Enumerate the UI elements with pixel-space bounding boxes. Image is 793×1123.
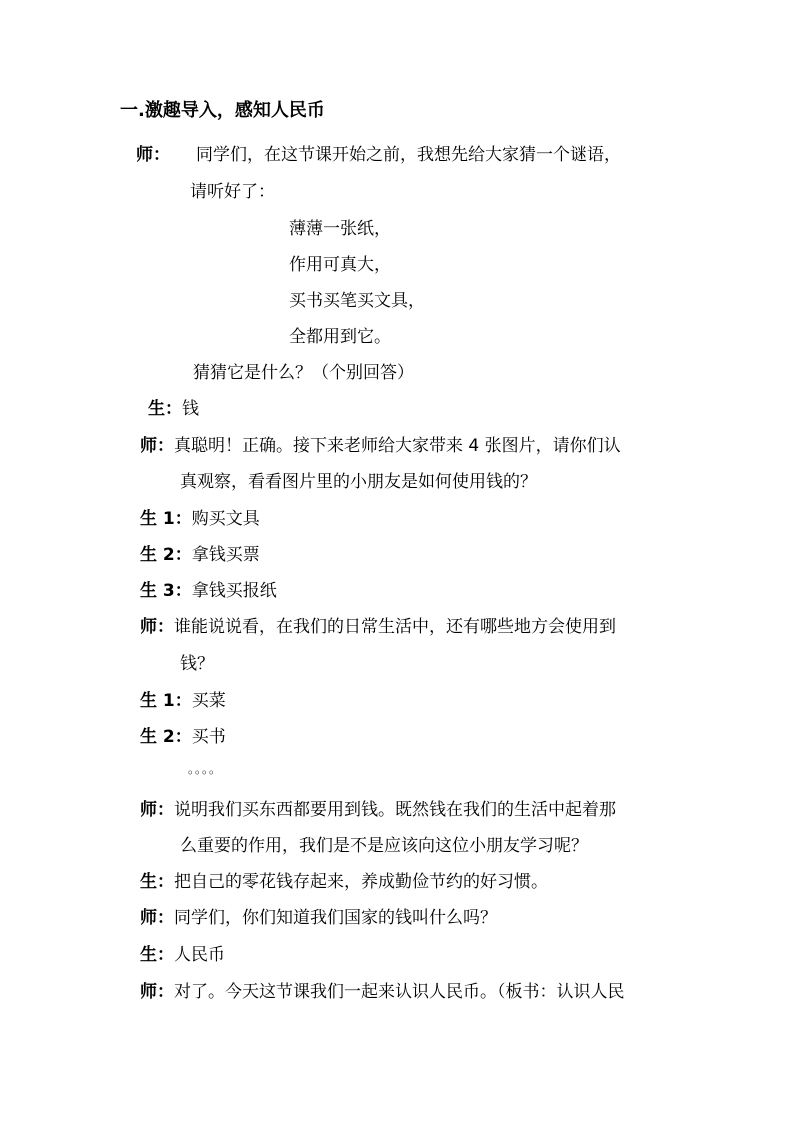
line-text: 薄薄一张纸，	[289, 219, 391, 239]
line-text: 真聪明！正确。接下来老师给大家带来 4 张图片，请你们认	[174, 436, 621, 456]
dialogue-line	[148, 397, 199, 421]
speaker-label: 生：	[140, 945, 174, 965]
ellipsis-line	[188, 757, 222, 781]
speaker-label: 师：	[140, 982, 174, 1002]
speaker-label: 生 1：	[140, 509, 192, 529]
line-text: 钱？	[180, 654, 214, 674]
dialogue-line	[136, 143, 621, 167]
dialogue-line	[180, 834, 588, 858]
line-text: 买书买笔买文具，	[289, 291, 425, 311]
dialogue-line	[180, 470, 537, 494]
section-heading: 一.激趣导入，感知人民币	[120, 100, 325, 121]
line-text: 把自己的零花钱存起来，养成勤俭节约的好习惯。	[174, 872, 548, 892]
riddle-line	[289, 217, 391, 241]
dialogue-line	[140, 943, 225, 967]
line-text: 对了。今天这节课我们一起来认识人民币。（板书：认识人民	[174, 982, 625, 1002]
speaker-label: 生 2：	[140, 545, 192, 565]
dialogue-line	[140, 980, 625, 1004]
line-text: 买菜	[191, 691, 226, 711]
riddle-line	[289, 289, 425, 313]
speaker-label: 师：	[136, 145, 170, 165]
line-text: 同学们，你们知道我们国家的钱叫什么吗？	[174, 908, 497, 928]
line-text: 钱	[182, 399, 199, 419]
dialogue-line	[140, 579, 277, 603]
speaker-label: 师：	[140, 908, 174, 928]
line-text: 么重要的作用，我们是不是应该向这位小朋友学习呢？	[180, 836, 588, 856]
dialogue-line	[190, 180, 275, 204]
dialogue-line	[140, 725, 226, 749]
line-text: 全都用到它。	[289, 327, 391, 347]
line-text: 买书	[191, 727, 226, 747]
dialogue-line	[180, 652, 214, 676]
dialogue-line	[140, 434, 621, 458]
speaker-label: 师：	[140, 617, 174, 637]
riddle-line	[289, 253, 391, 277]
line-text: 说明我们买东西都要用到钱。既然钱在我们的生活中起着那	[174, 800, 616, 820]
line-text: 作用可真大，	[289, 255, 391, 275]
line-text: 请听好了：	[190, 182, 275, 202]
line-text: 真观察，看看图片里的小朋友是如何使用钱的？	[180, 472, 537, 492]
line-text: 谁能说说看，在我们的日常生活中，还有哪些地方会使用到	[174, 617, 616, 637]
dialogue-line	[193, 361, 414, 385]
riddle-line	[289, 325, 391, 349]
speaker-label: 生 2：	[140, 727, 192, 747]
dialogue-line	[140, 870, 548, 894]
line-text: 同学们，在这节课开始之前，我想先给大家猜一个谜语，	[196, 145, 621, 165]
dialogue-line	[140, 906, 497, 930]
line-text: 拿钱买票	[191, 545, 260, 565]
dialogue-line	[140, 689, 226, 713]
dialogue-line	[140, 615, 616, 639]
line-text: 人民币	[174, 945, 225, 965]
speaker-label: 生：	[148, 399, 182, 419]
speaker-label: 师：	[140, 800, 174, 820]
line-text: 拿钱买报纸	[191, 581, 277, 601]
speaker-label: 师：	[140, 436, 174, 456]
line-text: 。。。。	[188, 762, 223, 776]
speaker-label: 生 1：	[140, 691, 192, 711]
line-text: 购买文具	[191, 509, 260, 529]
dialogue-line	[140, 798, 616, 822]
speaker-label: 生 3：	[140, 581, 192, 601]
speaker-label: 生：	[140, 872, 174, 892]
line-text: 猜猜它是什么？（个别回答）	[193, 363, 414, 383]
dialogue-line	[140, 507, 260, 531]
dialogue-line	[140, 543, 260, 567]
